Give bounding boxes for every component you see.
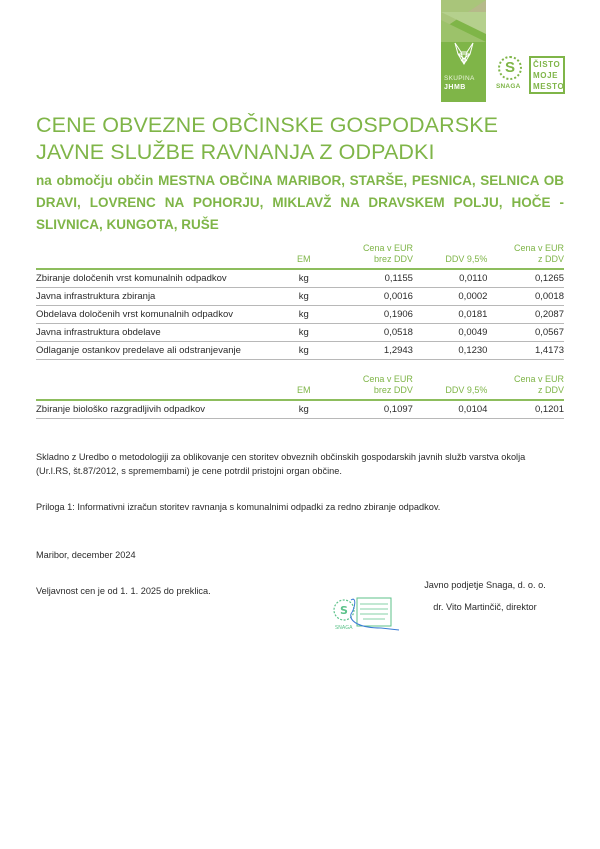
- cell-vat: 0,0049: [413, 324, 491, 342]
- table-row: [36, 400, 564, 419]
- table-row: [36, 288, 564, 306]
- col-header-price-net: [334, 243, 413, 269]
- company-stamp-icon: [331, 594, 401, 634]
- snaga-logo-label: SNAGA: [496, 83, 521, 90]
- cell-price-net: 1,2943: [334, 342, 413, 360]
- col-header-price-net-line1: Cena v EUR: [362, 243, 413, 253]
- campaign-logo-line: MESTO: [533, 82, 565, 91]
- price-table-biowaste: [36, 374, 564, 419]
- legal-basis-note: Skladno z Uredbo o metodologiji za oblikovanje cen storitev obveznih občinskih gospodarskih javnih služb varstva okolja (Ur.l.RS, št.87/2012, s spremembami) je cene potrdil pristojni organ občine.: [36, 452, 526, 476]
- cell-price-net: 0,0518: [334, 324, 413, 342]
- cell-price-gross: 1,4173: [491, 342, 564, 360]
- cisto-moje-mesto-logo: [529, 56, 565, 94]
- table-header-row: [36, 374, 564, 400]
- cell-price-gross: 0,0018: [491, 288, 564, 306]
- cell-unit: kg: [274, 288, 333, 306]
- cell-unit: kg: [274, 306, 333, 324]
- title-line-1: CENE OBVEZNE OBČINSKE GOSPODARSKE: [36, 113, 499, 137]
- col-header-price-gross-line2: z DDV: [537, 254, 564, 264]
- logo-band-shape: [441, 20, 486, 42]
- cell-vat: 0,0002: [413, 288, 491, 306]
- table-row: [36, 342, 564, 360]
- col-header-price-net-line2: brez DDV: [373, 254, 413, 264]
- group-logo-line2: JHMB: [444, 84, 466, 91]
- col-header-service: [36, 243, 274, 269]
- col-header-price-gross-line1: Cena v EUR: [513, 243, 564, 253]
- signature-company: Javno podjetje Snaga, d. o. o.: [424, 580, 546, 590]
- title-line-2: JAVNE SLUŽBE RAVNANJA Z ODPADKI: [36, 140, 435, 164]
- col-header-price-net-line2: brez DDV: [373, 385, 413, 395]
- document-title: [36, 112, 498, 166]
- cell-price-net: 0,1097: [333, 400, 412, 419]
- cell-price-net: 0,0016: [334, 288, 413, 306]
- cell-vat: 0,0181: [413, 306, 491, 324]
- col-header-price-net: [333, 374, 412, 400]
- snaga-s-icon: S: [505, 59, 516, 76]
- table-header-row: [36, 243, 564, 269]
- cell-service: Javna infrastruktura zbiranja: [36, 288, 274, 306]
- cell-price-gross: 0,0567: [491, 324, 564, 342]
- skupina-jhmb-logo: [441, 0, 486, 102]
- cell-price-net: 0,1906: [334, 306, 413, 324]
- place-date: Maribor, december 2024: [36, 550, 136, 560]
- table-row: [36, 269, 564, 288]
- table-row: [36, 324, 564, 342]
- col-header-unit: EM: [274, 243, 333, 269]
- col-header-price-gross: [491, 243, 564, 269]
- cell-price-gross: 0,1265: [491, 269, 564, 288]
- col-header-service: [36, 374, 274, 400]
- cell-unit: kg: [274, 269, 333, 288]
- municipalities-subtitle: na območju občin MESTNA OBČINA MARIBOR, STARŠE, PESNICA, SELNICA OB DRAVI, LOVRENC NA POHORJU, MIKLAVŽ NA DRAVSKEM POLJU, HOČE - SLIVNICA, KUNGOTA, RUŠE: [36, 173, 564, 232]
- cell-unit: kg: [274, 324, 333, 342]
- col-header-price-gross-line2: z DDV: [537, 385, 564, 395]
- campaign-logo-line: ČISTO: [533, 60, 561, 69]
- price-table-main: [36, 243, 564, 360]
- campaign-logo-line: MOJE: [533, 71, 559, 80]
- cell-vat: 0,1230: [413, 342, 491, 360]
- cell-service: Obdelava določenih vrst komunalnih odpadkov: [36, 306, 274, 324]
- cell-price-net: 0,1155: [334, 269, 413, 288]
- svg-text:SNAGA: SNAGA: [335, 625, 353, 631]
- snaga-logo: [496, 56, 526, 96]
- cell-service: Javna infrastruktura obdelave: [36, 324, 274, 342]
- col-header-vat: DDV 9,5%: [413, 374, 492, 400]
- svg-text:S: S: [340, 604, 348, 617]
- cell-vat: 0,0104: [413, 400, 492, 419]
- fox-head-icon: [452, 42, 476, 68]
- validity-note: Veljavnost cen je od 1. 1. 2025 do preklica.: [36, 586, 211, 596]
- cell-unit: kg: [274, 342, 333, 360]
- cell-price-gross: 0,1201: [491, 400, 564, 419]
- col-header-vat: DDV 9,5%: [413, 243, 491, 269]
- cell-service: Odlaganje ostankov predelave ali odstranjevanje: [36, 342, 274, 360]
- col-header-price-gross-line1: Cena v EUR: [513, 374, 564, 384]
- signature-signatory: dr. Vito Martinčič, direktor: [433, 602, 537, 612]
- col-header-price-gross: [491, 374, 564, 400]
- col-header-price-net-line1: Cena v EUR: [362, 374, 413, 384]
- col-header-unit: EM: [274, 374, 334, 400]
- group-logo-line1: SKUPINA: [444, 75, 475, 82]
- cell-vat: 0,0110: [413, 269, 491, 288]
- cell-service: Zbiranje biološko razgradljivih odpadkov: [36, 400, 274, 419]
- annex-note: Priloga 1: Informativni izračun storitev ravnanja s komunalnimi odpadki za redno zbiranje odpadkov.: [36, 502, 441, 512]
- cell-service: Zbiranje določenih vrst komunalnih odpadkov: [36, 269, 274, 288]
- cell-price-gross: 0,2087: [491, 306, 564, 324]
- table-row: [36, 306, 564, 324]
- cell-unit: kg: [274, 400, 334, 419]
